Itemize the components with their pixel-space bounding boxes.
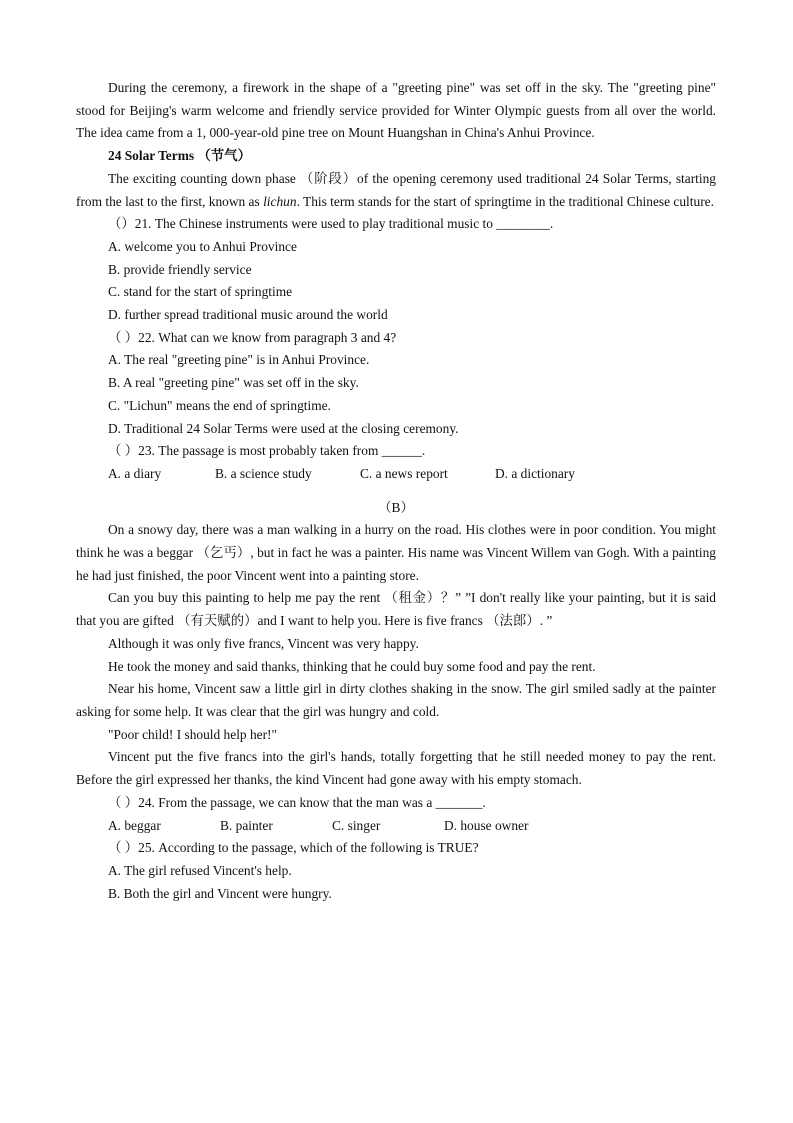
question-22-option-b: B. A real "greeting pine" was set off in the sky.: [108, 375, 359, 391]
question-21-option-c: C. stand for the start of springtime: [108, 284, 293, 300]
question-21-option-d: D. further spread traditional music around the world: [108, 307, 388, 323]
paragraph-text: . This term stands for the start of springtime in the traditional Chinese culture.: [296, 193, 714, 209]
question-22-option-a: A. The real "greeting pine" is in Anhui Province.: [108, 352, 370, 368]
question-21-option-a: A. welcome you to Anhui Province: [108, 238, 297, 254]
question-24-option-d: D. house owner: [444, 817, 529, 833]
question-24-option-a: A. beggar: [108, 817, 161, 833]
question-25-option-a: A. The girl refused Vincent's help.: [108, 862, 292, 878]
passage-b-paragraph-3: Although it was only five francs, Vincent was very happy.: [108, 635, 419, 651]
question-23-options: [76, 463, 716, 486]
question-21-option-b: B. provide friendly service: [108, 261, 252, 277]
passage-b-paragraph-7: Vincent put the five francs into the girl's hands, totally forgetting that he still needed money to pay the rent. Before the girl expressed her thanks, the kind Vincent had gone away with his empty stomach.: [76, 749, 716, 788]
paragraph-text: The exciting counting down phase （阶段）of the opening ceremony used traditional 24 Solar Terms, starting from the last to the first, known as: [76, 170, 716, 209]
question-23-option-d: D. a dictionary: [495, 465, 575, 481]
question-23-option-b: B. a science study: [215, 465, 312, 481]
passage-b-paragraph-4: He took the money and said thanks, thinking that he could buy some food and pay the rent.: [108, 658, 596, 674]
question-24-stem: （ ）24. From the passage, we can know that the man was a _______.: [108, 794, 486, 810]
question-22-stem: （ ）22. What can we know from paragraph 3 and 4?: [108, 329, 397, 345]
question-24-option-c: C. singer: [332, 817, 381, 833]
passage-b-paragraph-1: On a snowy day, there was a man walking in a hurry on the road. His clothes were in poor condition. You might think he was a beggar （乞丐）, but in fact he was a painter. His name was Vincent Willem van Gogh. With a painting he had just finished, the poor Vincent went into a painting store.: [76, 522, 716, 583]
question-23-option-a: A. a diary: [108, 465, 162, 481]
italic-term: lichun: [263, 193, 297, 209]
question-23-option-c: C. a news report: [360, 465, 448, 481]
passage-a-paragraph-ceremony: During the ceremony, a firework in the shape of a "greeting pine" was set off in the sky. The "greeting pine" stood for Beijing's warm welcome and friendly service provided for Winter Olympic guests from all over the world. The idea came from a 1, 000-year-old pine tree on Mount Huangshan in China's Anhui Province.: [76, 80, 716, 141]
question-22-option-d: D. Traditional 24 Solar Terms were used at the closing ceremony.: [108, 420, 459, 436]
passage-b-paragraph-2: Can you buy this painting to help me pay the rent （租金）？” ”I don't really like your painting, but it is said that you are gifted （有天赋的）and I want to help you. Here is five francs （法郎）. ”: [76, 590, 716, 629]
question-25-option-b: B. Both the girl and Vincent were hungry.: [108, 885, 332, 901]
section-heading-solar-terms: 24 Solar Terms （节气）: [108, 148, 251, 164]
question-25-stem: （ ）25. According to the passage, which of the following is TRUE?: [108, 840, 479, 856]
question-22-option-c: C. "Lichun" means the end of springtime.: [108, 397, 331, 413]
question-23-stem: （ ）23. The passage is most probably taken from ______.: [108, 443, 426, 459]
passage-b-paragraph-6: "Poor child! I should help her!": [108, 726, 277, 742]
question-21-stem: （）21. The Chinese instruments were used to play traditional music to ________.: [108, 216, 554, 232]
passage-b-title: （B）: [378, 499, 414, 515]
question-24-option-b: B. painter: [220, 817, 273, 833]
passage-a-paragraph-solar-terms: [76, 168, 716, 213]
passage-b-paragraph-5: Near his home, Vincent saw a little girl in dirty clothes shaking in the snow. The girl smiled sadly at the painter asking for some help. It was clear that the girl was hungry and cold.: [76, 681, 716, 719]
document-page: [76, 77, 716, 905]
question-24-options: [76, 815, 716, 838]
